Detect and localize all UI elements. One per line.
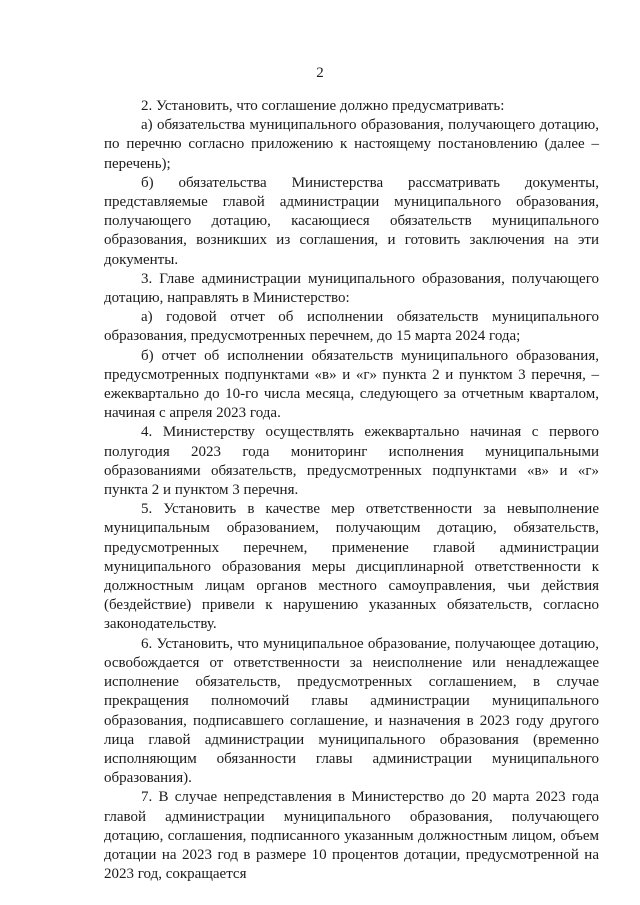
- paragraph-clause-2a: а) обязательства муниципального образования, получающего дотацию, по перечню согласно приложению к настоящему постановлению (далее – перечень);: [104, 117, 599, 172]
- paragraph-clause-2b: б) обязательства Министерства рассматривать документы, представляемые главой администрации муниципального образования, получающего дотацию, касающиеся обязательств муниципального образования, возникших из соглашения, и готовить заключения на эти документы.: [104, 174, 599, 268]
- document-body: [104, 97, 599, 884]
- paragraph-clause-3: 3. Главе администрации муниципального образования, получающего дотацию, направлять в Министерство:: [104, 270, 599, 307]
- paragraph-clause-3b: б) отчет об исполнении обязательств муниципального образования, предусмотренных подпунктами «в» и «г» пункта 2 и пунктом 3 перечня, – ежеквартально до 10-го числа месяца, следующего за отчетным кварталом, начиная с апреля 2023 года.: [104, 347, 599, 422]
- paragraph-clause-5: 5. Установить в качестве мер ответственности за невыполнение муниципальным образованием, получающим дотацию, обязательств, предусмотренных перечнем, применение главой администрации муниципального образования меры дисциплинарной ответственности к должностным лицам органов местного самоуправления, чьи действия (бездействие) привели к нарушению указанных обязательств, согласно законодательству.: [104, 501, 599, 633]
- paragraph-clause-3a: а) годовой отчет об исполнении обязательств муниципального образования, предусмотренных перечнем, до 15 марта 2024 года;: [104, 309, 599, 345]
- page-number: 2: [316, 65, 324, 81]
- paragraph-clause-2: 2. Установить, что соглашение должно предусматривать:: [141, 98, 505, 114]
- paragraph-clause-7: 7. В случае непредставления в Министерство до 20 марта 2023 года главой администрации муниципального образования, получающего дотацию, соглашения, подписанного указанным должностным лицом, объем дотации на 2023 год в размере 10 процентов дотации, предусмотренной на 2023 год, сокращается: [104, 789, 599, 883]
- paragraph-clause-6: 6. Установить, что муниципальное образование, получающее дотацию, освобождается от ответственности за неисполнение или ненадлежащее исполнение обязательств, предусмотренных соглашением, в случае прекращения полномочий главы администрации муниципального образования, подписавшего соглашение, и назначения в 2023 году другого лица главой администрации муниципального образования (временно исполняющим обязанности главы администрации муниципального образования).: [104, 635, 599, 787]
- paragraph-clause-4: 4. Министерству осуществлять ежеквартально начиная с первого полугодия 2023 года мониторинг исполнения муниципальными образованиями обязательств, предусмотренных подпунктами «в» и «г» пункта 2 и пунктом 3 перечня.: [104, 424, 599, 499]
